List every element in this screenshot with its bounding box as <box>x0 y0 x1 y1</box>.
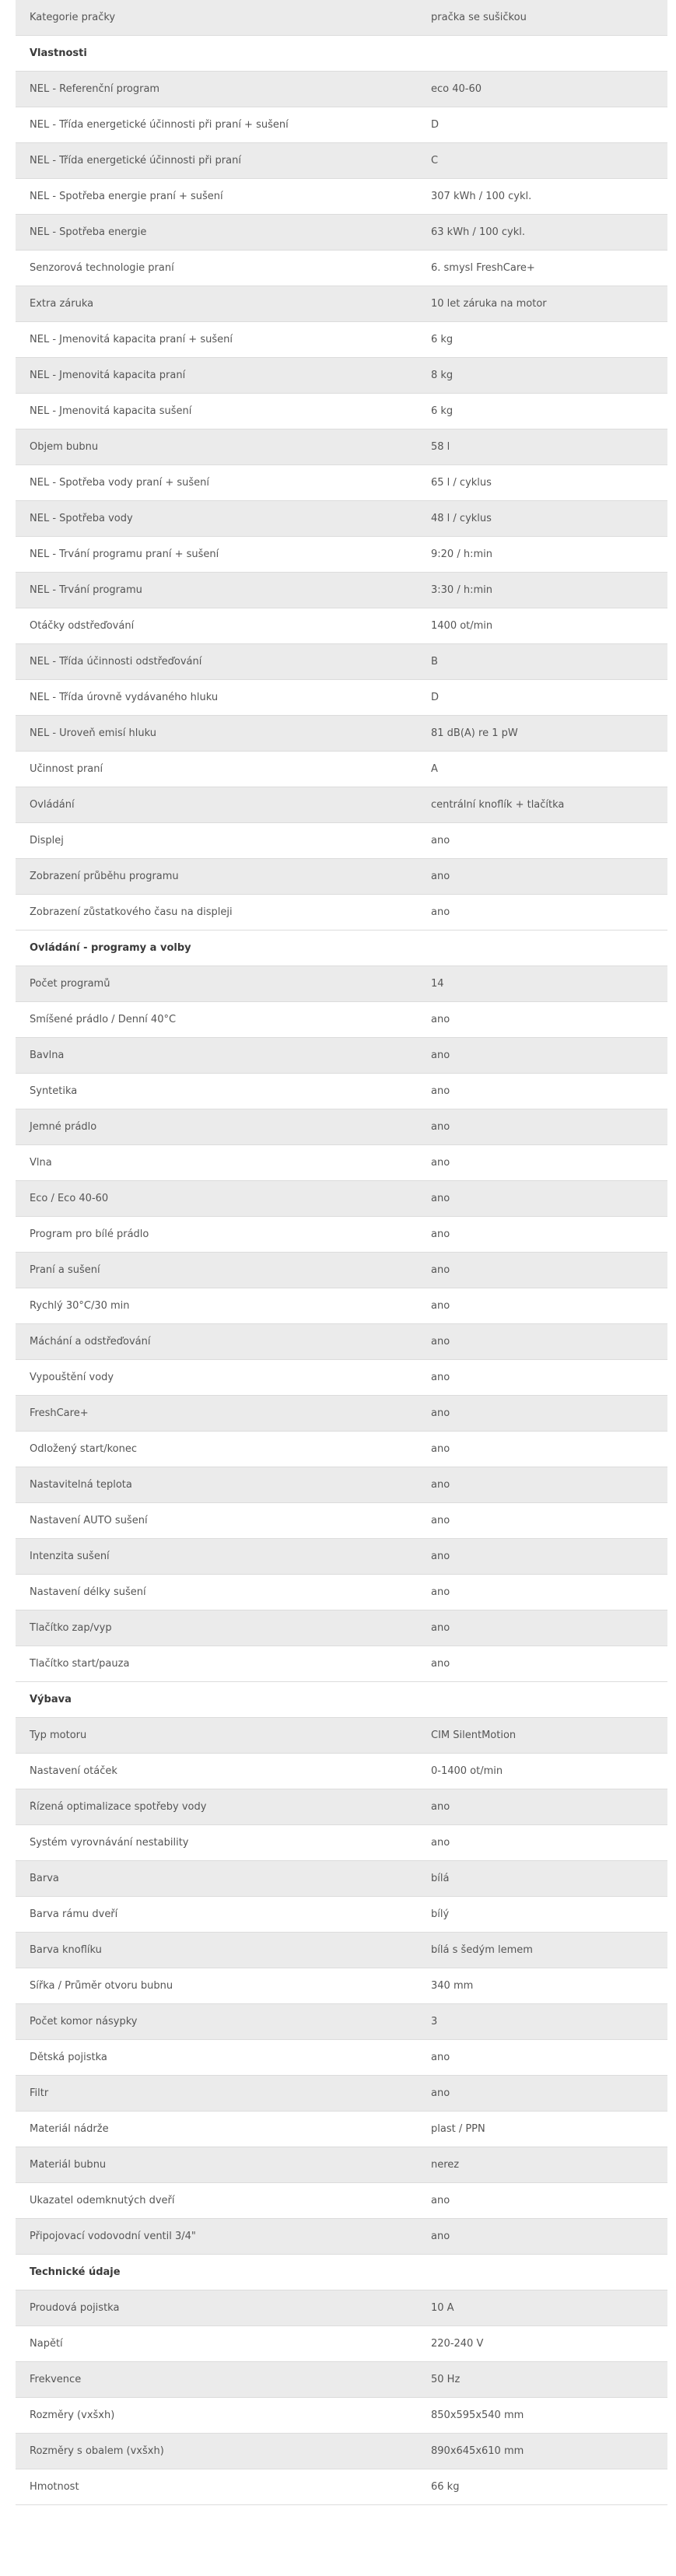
spec-label: Typ motoru <box>30 1730 87 1741</box>
spec-row <box>16 501 667 537</box>
spec-label: Senzorová technologie praní <box>30 262 174 274</box>
spec-row <box>16 966 667 1002</box>
spec-row <box>16 1181 667 1217</box>
spec-label: Odložený start/konec <box>30 1443 137 1455</box>
spec-label: Nastavení AUTO sušení <box>30 1515 148 1526</box>
spec-value: ano <box>431 1479 450 1491</box>
spec-label: NEL - Jmenovitá kapacita praní + sušení <box>30 334 233 345</box>
section-title: Technické údaje <box>30 2266 121 2278</box>
spec-label: Ukazatel odemknutých dveří <box>30 2195 175 2206</box>
spec-label: NEL - Jmenovitá kapacita sušení <box>30 405 192 417</box>
spec-row <box>16 680 667 716</box>
spec-row <box>16 1432 667 1467</box>
spec-value: centrální knoflík + tlačítka <box>431 799 565 811</box>
spec-row <box>16 1253 667 1288</box>
spec-value: ano <box>431 871 450 882</box>
spec-label: Extra záruka <box>30 298 94 310</box>
spec-row <box>16 179 667 215</box>
spec-label: Frekvence <box>30 2374 82 2385</box>
spec-row <box>16 716 667 752</box>
spec-value: C <box>431 155 439 166</box>
spec-row <box>16 608 667 644</box>
spec-label: Systém vyrovnávání nestability <box>30 1837 189 1849</box>
spec-label: Napětí <box>30 2338 63 2350</box>
spec-label: Dětská pojistka <box>30 2052 107 2063</box>
spec-label: Syntetika <box>30 1085 78 1097</box>
spec-value: 850x595x540 mm <box>431 2410 524 2421</box>
spec-row <box>16 1360 667 1396</box>
spec-value: ano <box>431 2195 450 2206</box>
spec-value: B <box>431 656 438 668</box>
spec-label: NEL - Trvání programu <box>30 584 142 596</box>
spec-label: Rozměry s obalem (vxšxh) <box>30 2445 164 2457</box>
spec-label: NEL - Třída energetické účinnosti při praní + sušení <box>30 119 289 131</box>
spec-row <box>16 2434 667 2469</box>
spec-value: bílá <box>431 1873 450 1884</box>
spec-value: nerez <box>431 2159 460 2171</box>
spec-value: CIM SilentMotion <box>431 1730 517 1741</box>
spec-label: Nastavitelná teplota <box>30 1479 132 1491</box>
spec-label: NEL - Úroveň emisí hluku <box>30 727 156 739</box>
section-title: Výbava <box>30 1694 72 1705</box>
spec-value: 6. smysl FreshCare+ <box>431 262 535 274</box>
spec-label: Hmotnost <box>30 2481 79 2493</box>
spec-value: 0-1400 ot/min <box>431 1765 503 1777</box>
spec-value: ano <box>431 1121 450 1133</box>
spec-row <box>16 394 667 429</box>
spec-row <box>16 823 667 859</box>
spec-row <box>16 465 667 501</box>
spec-label: Počet komor násypky <box>30 2016 138 2028</box>
spec-value: 14 <box>431 978 444 990</box>
spec-row <box>16 1539 667 1575</box>
spec-row <box>16 1718 667 1754</box>
spec-value: 63 kWh / 100 cykl. <box>431 226 525 238</box>
spec-value: 10 let záruka na motor <box>431 298 547 310</box>
spec-value: ano <box>431 1085 450 1097</box>
spec-row <box>16 72 667 107</box>
spec-value: ano <box>431 1157 450 1169</box>
spec-row <box>16 1074 667 1109</box>
spec-row <box>16 787 667 823</box>
spec-value: ano <box>431 1228 450 1240</box>
spec-row <box>16 1861 667 1897</box>
spec-value: A <box>431 763 438 775</box>
spec-label: Displej <box>30 835 64 846</box>
spec-label: Praní a sušení <box>30 1264 100 1276</box>
spec-label: Máchání a odstřeďování <box>30 1336 151 1348</box>
spec-value: eco 40-60 <box>431 83 482 95</box>
spec-row <box>16 1503 667 1539</box>
spec-label: Počet programů <box>30 978 110 990</box>
section-title: Ovládání - programy a volby <box>30 942 191 954</box>
spec-label: Barva knoflíku <box>30 1944 102 1956</box>
spec-value: ano <box>431 1193 450 1204</box>
spec-row <box>16 1897 667 1933</box>
spec-row <box>16 143 667 179</box>
spec-value: ano <box>431 1801 450 1813</box>
spec-row <box>16 1038 667 1074</box>
spec-label: Ovládání <box>30 799 75 811</box>
spec-label: Materiál bubnu <box>30 2159 107 2171</box>
spec-value: plast / PPN <box>431 2123 485 2135</box>
spec-row <box>16 1396 667 1432</box>
section-header <box>16 2255 667 2290</box>
spec-value: 81 dB(A) re 1 pW <box>431 727 518 739</box>
section-title: Vlastnosti <box>30 47 87 59</box>
spec-row <box>16 1467 667 1503</box>
spec-row <box>16 215 667 251</box>
spec-value: 307 kWh / 100 cykl. <box>431 191 532 202</box>
spec-row <box>16 1288 667 1324</box>
spec-value: 1400 ot/min <box>431 620 493 632</box>
spec-row <box>16 1002 667 1038</box>
spec-value: D <box>431 692 440 703</box>
spec-label: Účinnost praní <box>30 763 103 775</box>
spec-row <box>16 644 667 680</box>
section-header <box>16 36 667 72</box>
spec-value: ano <box>431 906 450 918</box>
spec-row <box>16 358 667 394</box>
spec-row <box>16 1145 667 1181</box>
spec-label: NEL - Jmenovitá kapacita praní <box>30 370 186 381</box>
spec-value: ano <box>431 1551 450 1562</box>
spec-value: 58 l <box>431 441 450 453</box>
spec-label: Zobrazení průběhu programu <box>30 871 179 882</box>
spec-value: ano <box>431 1372 450 1383</box>
spec-value: ano <box>431 1515 450 1526</box>
spec-value: ano <box>431 1837 450 1849</box>
spec-row <box>16 1933 667 1968</box>
spec-value: ano <box>431 1443 450 1455</box>
spec-value: 3 <box>431 2016 438 2028</box>
spec-value: 48 l / cyklus <box>431 513 492 524</box>
spec-label: NEL - Třída účinnosti odstřeďování <box>30 656 202 668</box>
spec-label: NEL - Třída úrovně vydávaného hluku <box>30 692 219 703</box>
spec-row <box>16 2326 667 2362</box>
spec-row <box>16 2362 667 2398</box>
spec-value: ano <box>431 1407 450 1419</box>
spec-value: 6 kg <box>431 405 454 417</box>
spec-row <box>16 1754 667 1789</box>
spec-value: 50 Hz <box>431 2374 461 2385</box>
spec-row <box>16 2004 667 2040</box>
spec-row <box>16 895 667 931</box>
spec-label: Nastavení otáček <box>30 1765 117 1777</box>
spec-value: ano <box>431 1622 450 1634</box>
spec-label: Otáčky odstřeďování <box>30 620 135 632</box>
spec-label: Vlna <box>30 1157 52 1169</box>
spec-row <box>16 107 667 143</box>
spec-value: ano <box>431 2087 450 2099</box>
spec-value: ano <box>431 1336 450 1348</box>
spec-value: 3:30 / h:min <box>431 584 492 596</box>
spec-value: ano <box>431 1014 450 1025</box>
spec-row <box>16 859 667 895</box>
spec-label: NEL - Spotřeba vody praní + sušení <box>30 477 210 489</box>
spec-value: pračka se sušičkou <box>431 12 527 23</box>
spec-label: Intenzita sušení <box>30 1551 110 1562</box>
spec-value: 340 mm <box>431 1980 474 1992</box>
spec-label: Nastavení délky sušení <box>30 1586 146 1598</box>
spec-row <box>16 1324 667 1360</box>
spec-row <box>16 2219 667 2255</box>
spec-label: NEL - Třída energetické účinnosti při praní <box>30 155 241 166</box>
spec-label: Šířka / Průměr otvoru bubnu <box>30 1980 173 1992</box>
spec-row <box>16 1789 667 1825</box>
section-header <box>16 931 667 966</box>
spec-row <box>16 537 667 573</box>
spec-label: NEL - Spotřeba energie praní + sušení <box>30 191 223 202</box>
spec-row <box>16 1109 667 1145</box>
spec-row <box>16 1968 667 2004</box>
spec-row <box>16 1646 667 1682</box>
spec-label: NEL - Spotřeba energie <box>30 226 147 238</box>
spec-row <box>16 251 667 286</box>
spec-label: Objem bubnu <box>30 441 99 453</box>
spec-row <box>16 322 667 358</box>
spec-value: bílý <box>431 1908 450 1920</box>
spec-row <box>16 2040 667 2076</box>
spec-label: Vypouštění vody <box>30 1372 114 1383</box>
spec-label: Eco / Eco 40-60 <box>30 1193 109 1204</box>
spec-label: NEL - Spotřeba vody <box>30 513 133 524</box>
spec-label: Filtr <box>30 2087 49 2099</box>
spec-label: Materiál nádrže <box>30 2123 109 2135</box>
spec-label: FreshCare+ <box>30 1407 89 1419</box>
spec-value: 9:20 / h:min <box>431 548 492 560</box>
spec-row <box>16 2398 667 2434</box>
spec-value: 65 l / cyklus <box>431 477 492 489</box>
spec-row <box>16 0 667 36</box>
spec-row <box>16 1610 667 1646</box>
spec-row <box>16 2469 667 2505</box>
spec-label: Připojovací vodovodní ventil 3/4" <box>30 2231 196 2242</box>
spec-value: 890x645x610 mm <box>431 2445 524 2457</box>
spec-row <box>16 2183 667 2219</box>
spec-value: ano <box>431 1050 450 1061</box>
spec-label: Barva rámu dveří <box>30 1908 118 1920</box>
spec-row <box>16 286 667 322</box>
spec-label: NEL - Trvání programu praní + sušení <box>30 548 219 560</box>
spec-table <box>16 0 667 2505</box>
spec-label: Řízená optimalizace spotřeby vody <box>30 1801 207 1813</box>
spec-row <box>16 573 667 608</box>
spec-row <box>16 2076 667 2112</box>
spec-label: Smíšené prádlo / Denní 40°C <box>30 1014 177 1025</box>
spec-label: Zobrazení zůstatkového času na displeji <box>30 906 233 918</box>
spec-value: ano <box>431 835 450 846</box>
spec-value: ano <box>431 2052 450 2063</box>
spec-label: Kategorie pračky <box>30 12 116 23</box>
spec-value: 6 kg <box>431 334 454 345</box>
spec-label: Proudová pojistka <box>30 2302 120 2314</box>
spec-row <box>16 2112 667 2147</box>
spec-row <box>16 2290 667 2326</box>
spec-value: D <box>431 119 440 131</box>
spec-row <box>16 752 667 787</box>
spec-value: ano <box>431 1300 450 1312</box>
spec-row <box>16 1575 667 1610</box>
spec-label: Barva <box>30 1873 59 1884</box>
spec-row <box>16 1825 667 1861</box>
spec-label: NEL - Referenční program <box>30 83 160 95</box>
spec-value: 66 kg <box>431 2481 460 2493</box>
spec-value: ano <box>431 1586 450 1598</box>
spec-value: 10 A <box>431 2302 454 2314</box>
spec-value: bílá s šedým lemem <box>431 1944 533 1956</box>
spec-row <box>16 1217 667 1253</box>
spec-value: ano <box>431 2231 450 2242</box>
spec-value: 220-240 V <box>431 2338 484 2350</box>
spec-label: Bavlna <box>30 1050 65 1061</box>
spec-label: Jemné prádlo <box>30 1121 97 1133</box>
spec-label: Program pro bílé prádlo <box>30 1228 149 1240</box>
spec-label: Rychlý 30°C/30 min <box>30 1300 130 1312</box>
section-header <box>16 1682 667 1718</box>
spec-row <box>16 429 667 465</box>
spec-value: 8 kg <box>431 370 454 381</box>
spec-value: ano <box>431 1264 450 1276</box>
spec-label: Tlačítko zap/vyp <box>30 1622 112 1634</box>
spec-label: Tlačítko start/pauza <box>30 1658 130 1670</box>
spec-value: ano <box>431 1658 450 1670</box>
spec-label: Rozměry (vxšxh) <box>30 2410 115 2421</box>
spec-row <box>16 2147 667 2183</box>
